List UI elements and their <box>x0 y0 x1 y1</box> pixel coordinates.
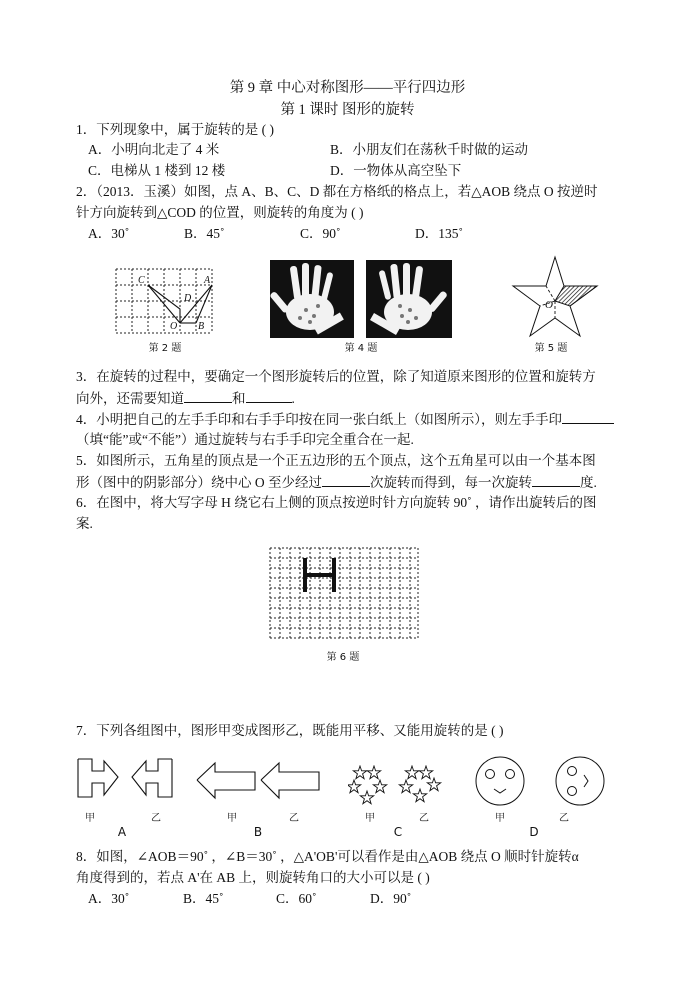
q7-c-jia: 甲 <box>365 813 375 824</box>
fig2-label-c: C <box>138 275 145 286</box>
q3-line2-prefix: 向外，还需要知道 <box>76 391 184 406</box>
fig2-label-d: D <box>184 293 192 304</box>
q7-a-jia: 甲 <box>85 813 95 824</box>
figure-q2-grid <box>112 265 216 337</box>
figure-q5-star <box>500 254 600 338</box>
q7-option-a-figures <box>76 755 176 805</box>
q5-blank-1[interactable] <box>322 472 370 487</box>
q2-option-a: A．30˚ <box>88 226 130 241</box>
q1-stem: 1．下列现象中，属于旋转的是 ( ) <box>76 122 274 137</box>
fig2-caption: 第 2 题 <box>148 343 182 354</box>
q2-line1: 2．（2013．玉溪）如图，点 A、B、C、D 都在方格纸的格点上，若△AOB 绕点 O 按逆时 <box>76 184 598 199</box>
q8-option-b: B．45˚ <box>183 891 224 906</box>
q8-option-c: C．60˚ <box>276 891 317 906</box>
q8-option-a: A．30˚ <box>88 891 130 906</box>
q7-option-b-figures <box>195 760 323 800</box>
q4-line1-prefix: 4．小明把自己的左手手印和右手手印按在同一张白纸上（如图所示），则左手手印 <box>76 412 562 427</box>
q5-line2-middle: 次旋转而得到，每一次旋转 <box>370 475 532 490</box>
q2-option-d: D．135˚ <box>415 226 463 241</box>
fig2-label-o: O <box>170 321 178 332</box>
q7-d-jia: 甲 <box>495 813 505 824</box>
q3-blank-1[interactable] <box>184 388 232 403</box>
q2-option-c: C．90˚ <box>300 226 341 241</box>
q4-line1 <box>76 409 614 430</box>
q5-line2-end: 度. <box>580 475 597 490</box>
q6-line1: 6．在图中，将大写字母 H 绕它右上侧的顶点按逆时针方向旋转 90˚ ，请作出旋转后的图 <box>76 495 597 510</box>
q7-option-c-figures <box>348 765 448 807</box>
q6-line2: 案. <box>76 516 93 531</box>
q7-a-yi: 乙 <box>151 813 161 824</box>
q3-line1: 3．在旋转的过程中，要确定一个图形旋转后的位置，除了知道原来图形的位置和旋转方 <box>76 369 596 384</box>
q7-b-jia: 甲 <box>227 813 237 824</box>
q7-option-d-label[interactable]: D <box>529 825 539 839</box>
fig5-caption: 第 5 题 <box>534 343 568 354</box>
figure-q4-handprints <box>270 260 452 338</box>
q7-b-yi: 乙 <box>289 813 299 824</box>
q4-blank[interactable] <box>562 409 614 424</box>
chapter-title: 第 9 章 中心对称图形——平行四边形 <box>229 80 466 96</box>
q8-line2: 角度得到的，若点 A'在 AB 上，则旋转角口的大小可以是 ( ) <box>76 870 430 885</box>
q7-stem: 7．下列各组图中，图形甲变成图形乙，既能用平移、又能用旋转的是 ( ) <box>76 723 504 738</box>
q3-line2-end: . <box>291 391 295 406</box>
figure-q6-grid <box>268 546 420 646</box>
q3-blank-2[interactable] <box>246 388 292 403</box>
q7-option-a-label[interactable]: A <box>117 825 127 839</box>
fig4-caption: 第 4 题 <box>344 343 378 354</box>
q7-option-c-label[interactable]: C <box>393 825 403 839</box>
fig5-label-o: O <box>545 299 553 311</box>
fig2-label-b: B <box>198 321 205 332</box>
q8-option-d: D．90˚ <box>370 891 412 906</box>
q1-option-b: B．小朋友们在荡秋千时做的运动 <box>330 142 529 157</box>
q1-option-d: D．一物体从高空坠下 <box>330 163 462 178</box>
q3-line2-middle: 和 <box>232 391 246 406</box>
q2-line2: 针方向旋转到△COD 的位置，则旋转的角度为 ( ) <box>76 205 364 220</box>
q4-line2: （填“能”或“不能”）通过旋转与右手手印完全重合在一起. <box>76 432 414 447</box>
q7-option-d-figures <box>474 755 606 807</box>
lesson-title: 第 1 课时 图形的旋转 <box>280 102 415 118</box>
q3-line2 <box>76 388 295 409</box>
fig2-label-a: A <box>204 275 211 286</box>
q5-line2 <box>76 472 597 493</box>
q7-d-yi: 乙 <box>559 813 569 824</box>
q2-option-b: B．45˚ <box>184 226 225 241</box>
q7-option-b-label[interactable]: B <box>253 825 263 839</box>
q5-line2-prefix: 形（图中的阴影部分）绕中心 O 至少经过 <box>76 475 322 490</box>
q7-c-yi: 乙 <box>419 813 429 824</box>
q5-line1: 5．如图所示，五角星的顶点是一个正五边形的五个顶点，这个五角星可以由一个基本图 <box>76 453 596 468</box>
q1-option-a: A．小明向北走了 4 米 <box>88 142 220 157</box>
q5-blank-2[interactable] <box>532 472 580 487</box>
q1-option-c: C．电梯从 1 楼到 12 楼 <box>88 163 226 178</box>
fig6-caption: 第 6 题 <box>326 652 360 663</box>
q8-line1: 8．如图，∠AOB＝90˚ ，∠B＝30˚ ，△A'OB'可以看作是由△AOB 绕点 O 顺时针旋转α <box>76 849 579 864</box>
